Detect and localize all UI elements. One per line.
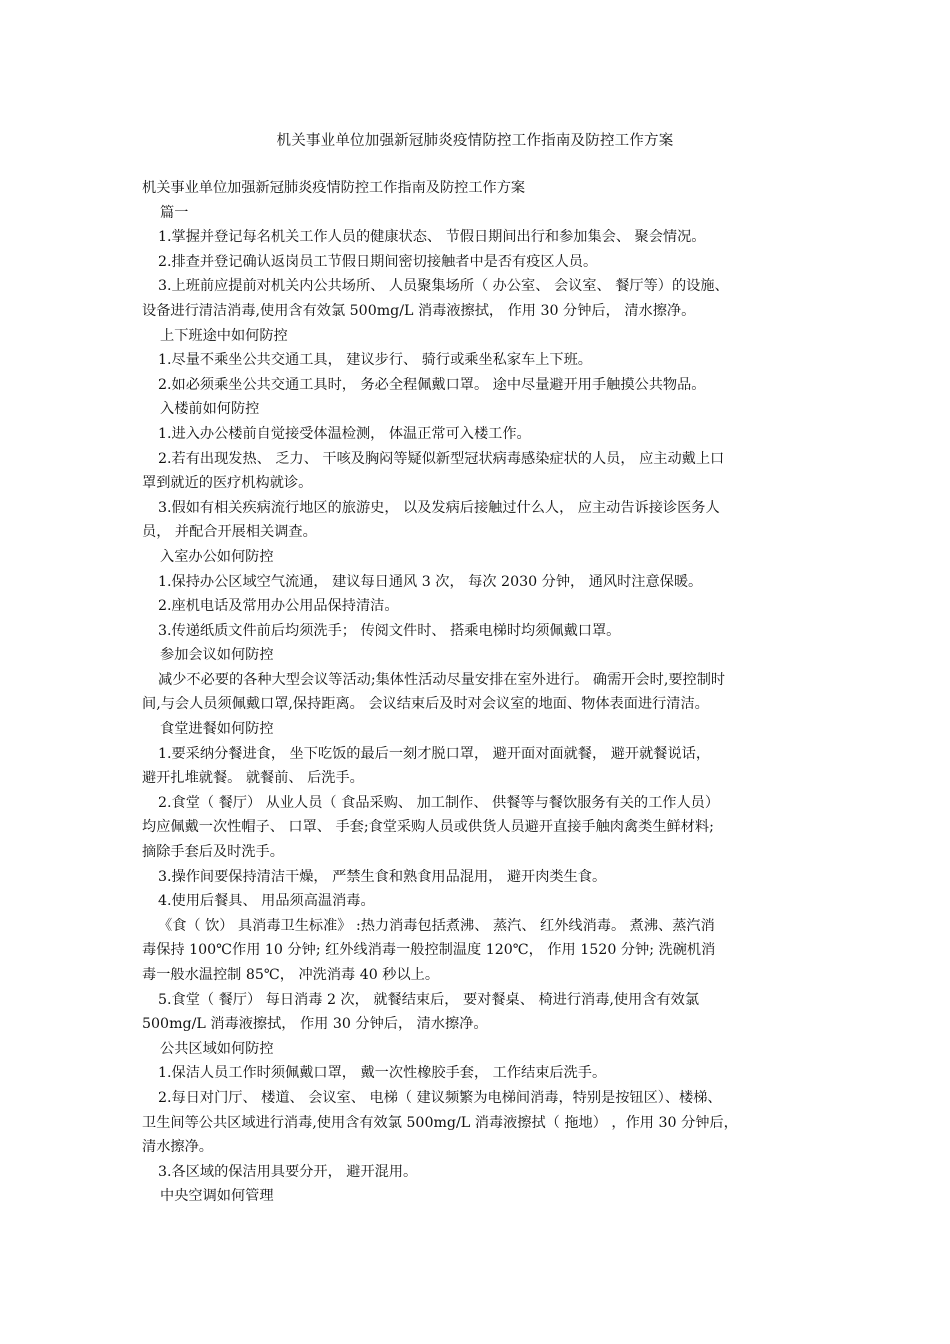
paragraph-line: 1.要采纳分餐进食， 坐下吃饭的最后一刻才脱口罩， 避开面对面就餐， 避开就餐说话， xyxy=(158,745,711,762)
paragraph-line: 2.排查并登记确认返岗员工节假日期间密切接触者中是否有疫区人员。 xyxy=(158,253,598,270)
paragraph-line: 设备进行清洁消毒,使用含有效氯 500mg/L 消毒液擦拭， 作用 30 分钟后， 清水擦净。 xyxy=(142,302,696,319)
paragraph-line: 4.使用后餐具、 用品须高温消毒。 xyxy=(158,893,375,910)
paragraph-line: 2.食堂（ 餐厅） 从业人员（ 食品采购、 加工制作、 供餐等与餐饮服务有关的工作人员） xyxy=(158,794,720,811)
paragraph-line: 中央空调如何管理 xyxy=(160,1188,274,1205)
paragraph-line: 摘除手套后及时洗手。 xyxy=(142,844,284,861)
paragraph-line: 均应佩戴一次性帽子、 口罩、 手套;食堂采购人员或供货人员避开直接手触肉禽类生鲜材料; xyxy=(142,819,714,836)
paragraph-line: 5.食堂（ 餐厅） 每日消毒 2 次， 就餐结束后， 要对餐桌、 椅进行消毒,使用含有效氯 xyxy=(158,991,700,1008)
paragraph-line: 1.尽量不乘坐公共交通工具， 建议步行、 骑行或乘坐私家车上下班。 xyxy=(158,352,592,369)
paragraph-line: 1.保洁人员工作时须佩戴口罩， 戴一次性橡胶手套， 工作结束后洗手。 xyxy=(158,1065,607,1082)
paragraph-line: 上下班途中如何防控 xyxy=(160,327,288,344)
paragraph-line: 减少不必要的各种大型会议等活动;集体性活动尽量安排在室外进行。 确需开会时,要控制时 xyxy=(158,671,726,688)
paragraph-line: 入室办公如何防控 xyxy=(160,548,274,565)
paragraph-line: 员， 并配合开展相关调查。 xyxy=(142,524,317,541)
paragraph-line: 毒一般水温控制 85℃， 冲洗消毒 40 秒以上。 xyxy=(142,967,440,983)
paragraph-line: 1.保持办公区域空气流通， 建议每日通风 3 次， 每次 2030 分钟， 通风时注意保暖。 xyxy=(158,573,703,590)
paragraph-line: 机关事业单位加强新冠肺炎疫情防控工作指南及防控工作方案 xyxy=(142,180,526,196)
paragraph-line: 2.每日对门厅、 楼道、 会议室、 电梯（ 建议频繁为电梯间消毒，特别是按钮区）、楼梯、 xyxy=(158,1089,722,1106)
paragraph-line: 2.若有出现发热、 乏力、 干咳及胸闷等疑似新型冠状病毒感染症状的人员， 应主动戴上口 xyxy=(158,450,725,467)
paragraph-line: 《食（ 饮） 具消毒卫生标准》 :热力消毒包括煮沸、 蒸汽、 红外线消毒。 煮沸、蒸汽消 xyxy=(158,917,715,934)
paragraph-line: 参加会议如何防控 xyxy=(160,647,274,664)
paragraph-line: 3.上班前应提前对机关内公共场所、 人员聚集场所（ 办公室、 会议室、 餐厅等）的设施、 xyxy=(158,278,729,295)
paragraph-line: 500mg/L 消毒液擦拭， 作用 30 分钟后， 清水擦净。 xyxy=(142,1016,488,1033)
document-title: 机关事业单位加强新冠肺炎疫情防控工作指南及防控工作方案 xyxy=(276,133,674,149)
paragraph-line: 罩到就近的医疗机构就诊。 xyxy=(142,475,313,492)
paragraph-line: 1.进入办公楼前自觉接受体温检测， 体温正常可入楼工作。 xyxy=(158,425,531,442)
paragraph-line: 2.座机电话及常用办公用品保持清洁。 xyxy=(158,598,399,615)
paragraph-line: 3.传递纸质文件前后均须洗手； 传阅文件时、 搭乘电梯时均须佩戴口罩。 xyxy=(158,622,621,639)
paragraph-line: 3.操作间要保持清洁干燥， 严禁生食和熟食用品混用， 避开肉类生食。 xyxy=(158,868,607,885)
paragraph-line: 入楼前如何防控 xyxy=(160,401,260,418)
paragraph-line: 2.如必须乘坐公共交通工具时， 务必全程佩戴口罩。 途中尽量避开用手触摸公共物品。 xyxy=(158,376,706,393)
document-body xyxy=(142,176,814,1209)
paragraph-line: 3.假如有相关疾病流行地区的旅游史， 以及发病后接触过什么人， 应主动告诉接诊医务人 xyxy=(158,499,720,516)
paragraph-line: 食堂进餐如何防控 xyxy=(160,721,274,738)
paragraph-line: 3.各区域的保洁用具要分开， 避开混用。 xyxy=(158,1163,418,1180)
paragraph-line: 公共区域如何防控 xyxy=(160,1040,274,1057)
paragraph-line: 1.掌握并登记每名机关工作人员的健康状态、 节假日期间出行和参加集会、 聚会情况。 xyxy=(158,229,706,246)
paragraph-line: 避开扎堆就餐。 就餐前、 后洗手。 xyxy=(142,770,364,787)
paragraph-line: 卫生间等公共区域进行消毒,使用含有效氯 500mg/L 消毒液擦拭（ 拖地） ，作用 30 分钟后， xyxy=(142,1114,738,1131)
paragraph-line: 篇一 xyxy=(160,204,189,221)
paragraph-line: 间,与会人员须佩戴口罩,保持距离。 会议结束后及时对会议室的地面、物体表面进行清洁。 xyxy=(142,696,709,713)
paragraph-line: 毒保持 100℃作用 10 分钟; 红外线消毒一般控制温度 120℃， 作用 1520 分钟; 洗碗机消 xyxy=(142,942,716,959)
paragraph-line: 清水擦净。 xyxy=(142,1139,213,1156)
